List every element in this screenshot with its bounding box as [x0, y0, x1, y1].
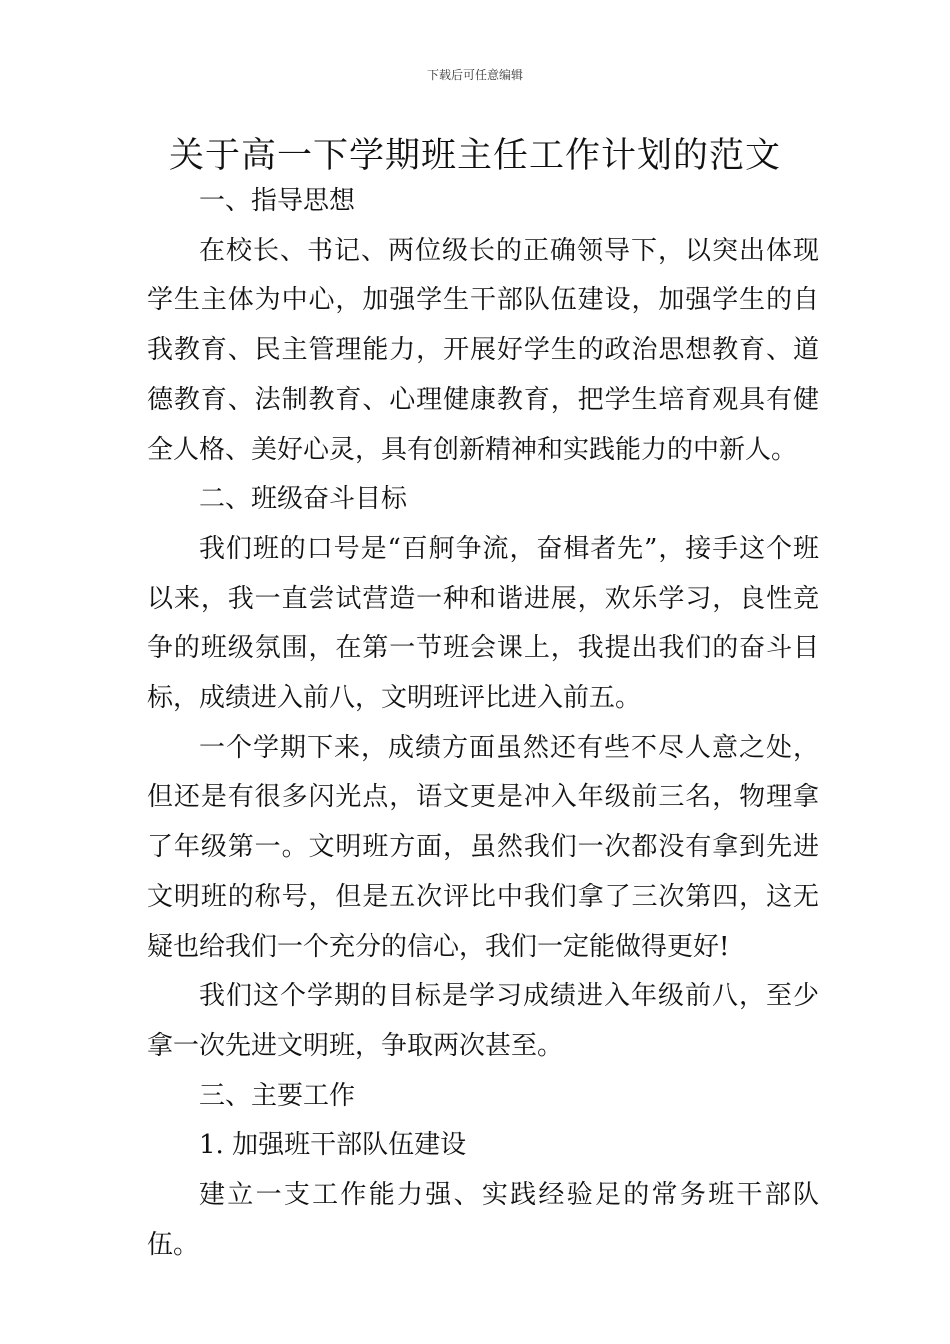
body-paragraph: 我们班的口号是“百舸争流，奋楫者先”，接手这个班以来，我一直尝试营造一种和谐进展，欢乐学习，良性竞争的班级氛围，在第一节班会课上，我提出我们的奋斗目标，成绩进入前八，文明班评比进入前五。 — [147, 533, 819, 714]
subsection-heading: 1. 加强班干部队伍建设 — [199, 1130, 467, 1161]
body-paragraph: 我们这个学期的目标是学习成绩进入年级前八，至少拿一次先进文明班，争取两次甚至。 — [147, 981, 819, 1061]
body-paragraph: 在校长、书记、两位级长的正确领导下，以突出体现学生主体为中心，加强学生干部队伍建设，加强学生的自我教育、民主管理能力，开展好学生的政治思想教育、道德教育、法制教育、心理健康教育，把学生培育观具有健全人格、美好心灵，具有创新精神和实践能力的中新人。 — [147, 235, 819, 465]
document-title: 关于高一下学期班主任工作计划的范文 — [168, 136, 781, 176]
section-heading-class-goals: 二、班级奋斗目标 — [199, 484, 408, 515]
section-heading-guiding-thought: 一、指导思想 — [199, 186, 356, 216]
header-note: 下载后可任意编辑 — [426, 68, 523, 82]
document-body — [147, 177, 819, 1270]
section-heading-main-work: 三、主要工作 — [199, 1080, 356, 1111]
body-paragraph: 一个学期下来，成绩方面虽然还有些不尽人意之处，但还是有很多闪光点，语文更是冲入年级前三名，物理拿了年级第一。文明班方面，虽然我们一次都没有拿到先进文明班的称号，但是五次评比中我们拿了三次第四，这无疑也给我们一个充分的信心，我们一定能做得更好! — [147, 732, 819, 962]
body-paragraph: 建立一支工作能力强、实践经验足的常务班干部队伍。 — [147, 1180, 819, 1260]
